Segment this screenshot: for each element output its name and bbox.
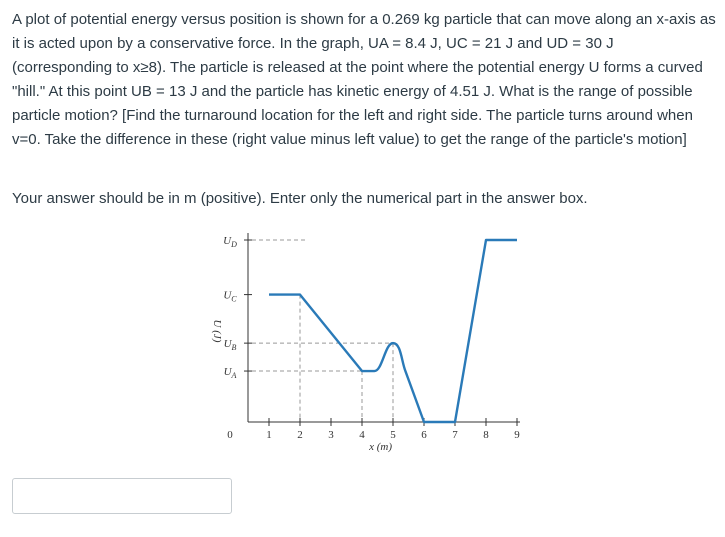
x-tick-label: 1 xyxy=(266,429,272,441)
x-tick-label: 3 xyxy=(328,429,334,441)
answer-instructions: Your answer should be in m (positive). Enter only the numerical part in the answer box. xyxy=(12,190,588,207)
y-tick-label: $U_B$ xyxy=(223,338,237,353)
x-tick-label: 2 xyxy=(297,429,303,441)
x-tick-label: 8 xyxy=(483,429,489,441)
question-paragraph: A plot of potential energy versus position is shown for a 0.269 kg particle that can move along an x-axis as it is acted upon by a conservative force. In the graph, UA = 8.4 J, UC = 21 J and UD = 30 J (corresponding to x≥8). The particle is released at the point where the potential energy U forms a curved "hill." At this point UB = 13 J and the particle has kinetic energy of 4.51 J. What is the range of possible particle motion? [Find the turnaround location for the left and right side. The particle turns around when v=0. Take the difference in these (right value minus left value) to get the range of the particle's motion] xyxy=(12,11,716,148)
x-tick-label: 7 xyxy=(452,429,458,441)
x-axis-title: x (m) xyxy=(369,441,393,453)
y-axis-title: U (J) xyxy=(211,319,223,343)
answer-input[interactable] xyxy=(12,478,232,514)
y-tick-label: $U_A$ xyxy=(223,366,237,381)
x-tick-label: 6 xyxy=(421,429,427,441)
y-tick-label: $U_C$ xyxy=(223,289,237,304)
x-tick-label: 5 xyxy=(390,429,396,441)
x-tick-label: 4 xyxy=(359,429,365,441)
potential-energy-chart xyxy=(200,228,520,458)
x-tick-label: 0 xyxy=(227,429,233,441)
y-tick-label: $U_D$ xyxy=(223,235,237,249)
x-tick-label: 9 xyxy=(514,429,520,441)
question-text xyxy=(12,8,717,152)
potential-energy-graph xyxy=(200,228,520,458)
